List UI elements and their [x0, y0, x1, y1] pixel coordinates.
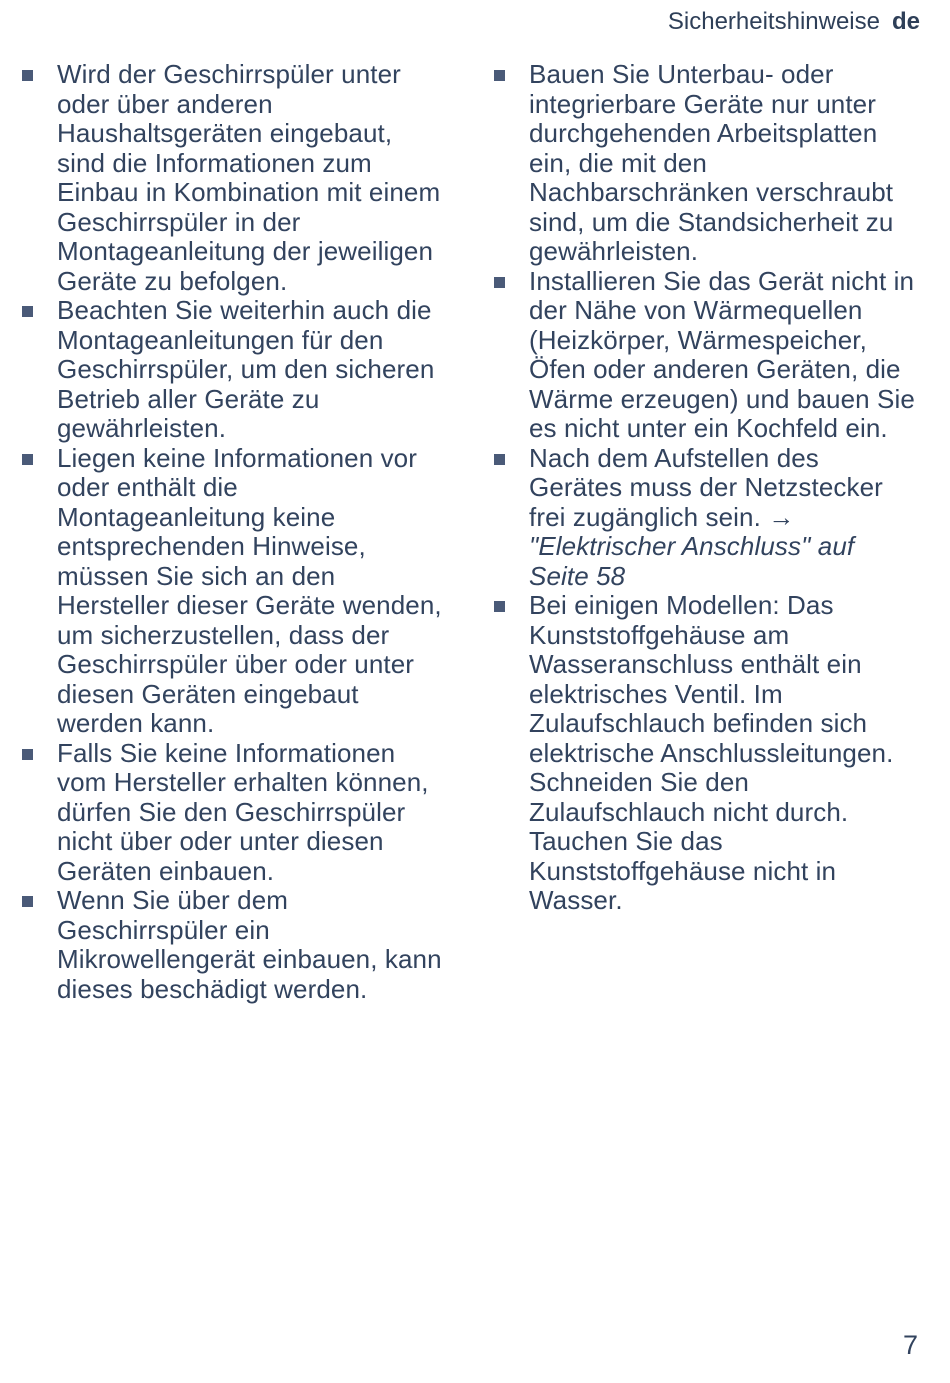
- list-item-text: Bei einigen Modellen: Das Kunststoffgehäuse am Wasseranschluss enthält ein elektrisches Ventil. Im Zulaufschlauch befinden sich elektrische Anschlussleitungen. Schneiden Sie den Zulaufschlauch nicht durch. Tauchen Sie das Kunststoffgehäuse nicht in Wasser.: [529, 590, 894, 915]
- bullet-square-icon: [494, 601, 505, 612]
- page-number: 7: [902, 1330, 918, 1360]
- list-item: [492, 591, 917, 916]
- list-item: [20, 60, 445, 296]
- list-item: [20, 444, 445, 739]
- list-item: [492, 444, 917, 592]
- bullet-square-icon: [494, 277, 505, 288]
- list-item-text: Falls Sie keine Informationen vom Hersteller erhalten können, dürfen Sie den Geschirrspüler nicht über oder unter diesen Geräten einbauen.: [57, 737, 429, 886]
- two-column-body: [20, 60, 930, 1004]
- bullet-square-icon: [22, 70, 33, 81]
- list-item: [20, 296, 445, 444]
- header-language-tag: de: [891, 8, 920, 35]
- bullet-square-icon: [494, 70, 505, 81]
- left-column: [20, 60, 445, 1004]
- bullet-square-icon: [22, 454, 33, 465]
- bullet-square-icon: [22, 896, 33, 907]
- list-item-text-main: Nach dem Aufstellen des Gerätes muss der Netzstecker frei zugänglich sein.: [529, 442, 883, 532]
- bullet-square-icon: [494, 454, 505, 465]
- list-item-text: Beachten Sie weiterhin auch die Montageanleitungen für den Geschirrspüler, um den sicheren Betrieb aller Geräte zu gewährleisten.: [57, 295, 435, 443]
- header-section-title: Sicherheitshinweise: [667, 8, 880, 35]
- right-column: [492, 60, 917, 1004]
- cross-reference-link: → "Elektrischer Anschluss" auf Seite 58: [529, 501, 855, 591]
- list-item: [20, 739, 445, 887]
- list-item-text: Installieren Sie das Gerät nicht in der Nähe von Wärmequellen (Heizkörper, Wärmespeicher, Öfen oder anderen Geräten, die Wärme erzeugen) und bauen Sie es nicht unter ein Kochfeld ein.: [529, 265, 915, 443]
- list-item: [492, 267, 917, 444]
- bullet-square-icon: [22, 749, 33, 760]
- list-item-text: Bauen Sie Unterbau- oder integrierbare Geräte nur unter durchgehenden Arbeitsplatten ein, die mit den Nachbarschränken verschraubt sind, um die Standsicherheit zu gewährleisten.: [529, 59, 894, 266]
- list-item-text: [529, 444, 917, 592]
- running-header: [668, 8, 920, 36]
- list-item-text: Wenn Sie über dem Geschirrspüler ein Mikrowellengerät einbauen, kann dieses beschädigt werden.: [57, 885, 442, 1004]
- list-item: [20, 886, 445, 1004]
- bullet-square-icon: [22, 306, 33, 317]
- list-item-text: Liegen keine Informationen vor oder enthält die Montageanleitung keine entsprechenden Hinweise, müssen Sie sich an den Hersteller dieser Geräte wenden, um sicherzustellen, dass der Geschirrspüler über oder unter diesen Geräten eingebaut werden kann.: [57, 442, 442, 738]
- list-item: [492, 60, 917, 267]
- list-item-text: Wird der Geschirrspüler unter oder über anderen Haushaltsgeräten eingebaut, sind die Informationen zum Einbau in Kombination mit einem Geschirrspüler in der Montageanleitung der jeweiligen Geräte zu befolgen.: [57, 59, 441, 296]
